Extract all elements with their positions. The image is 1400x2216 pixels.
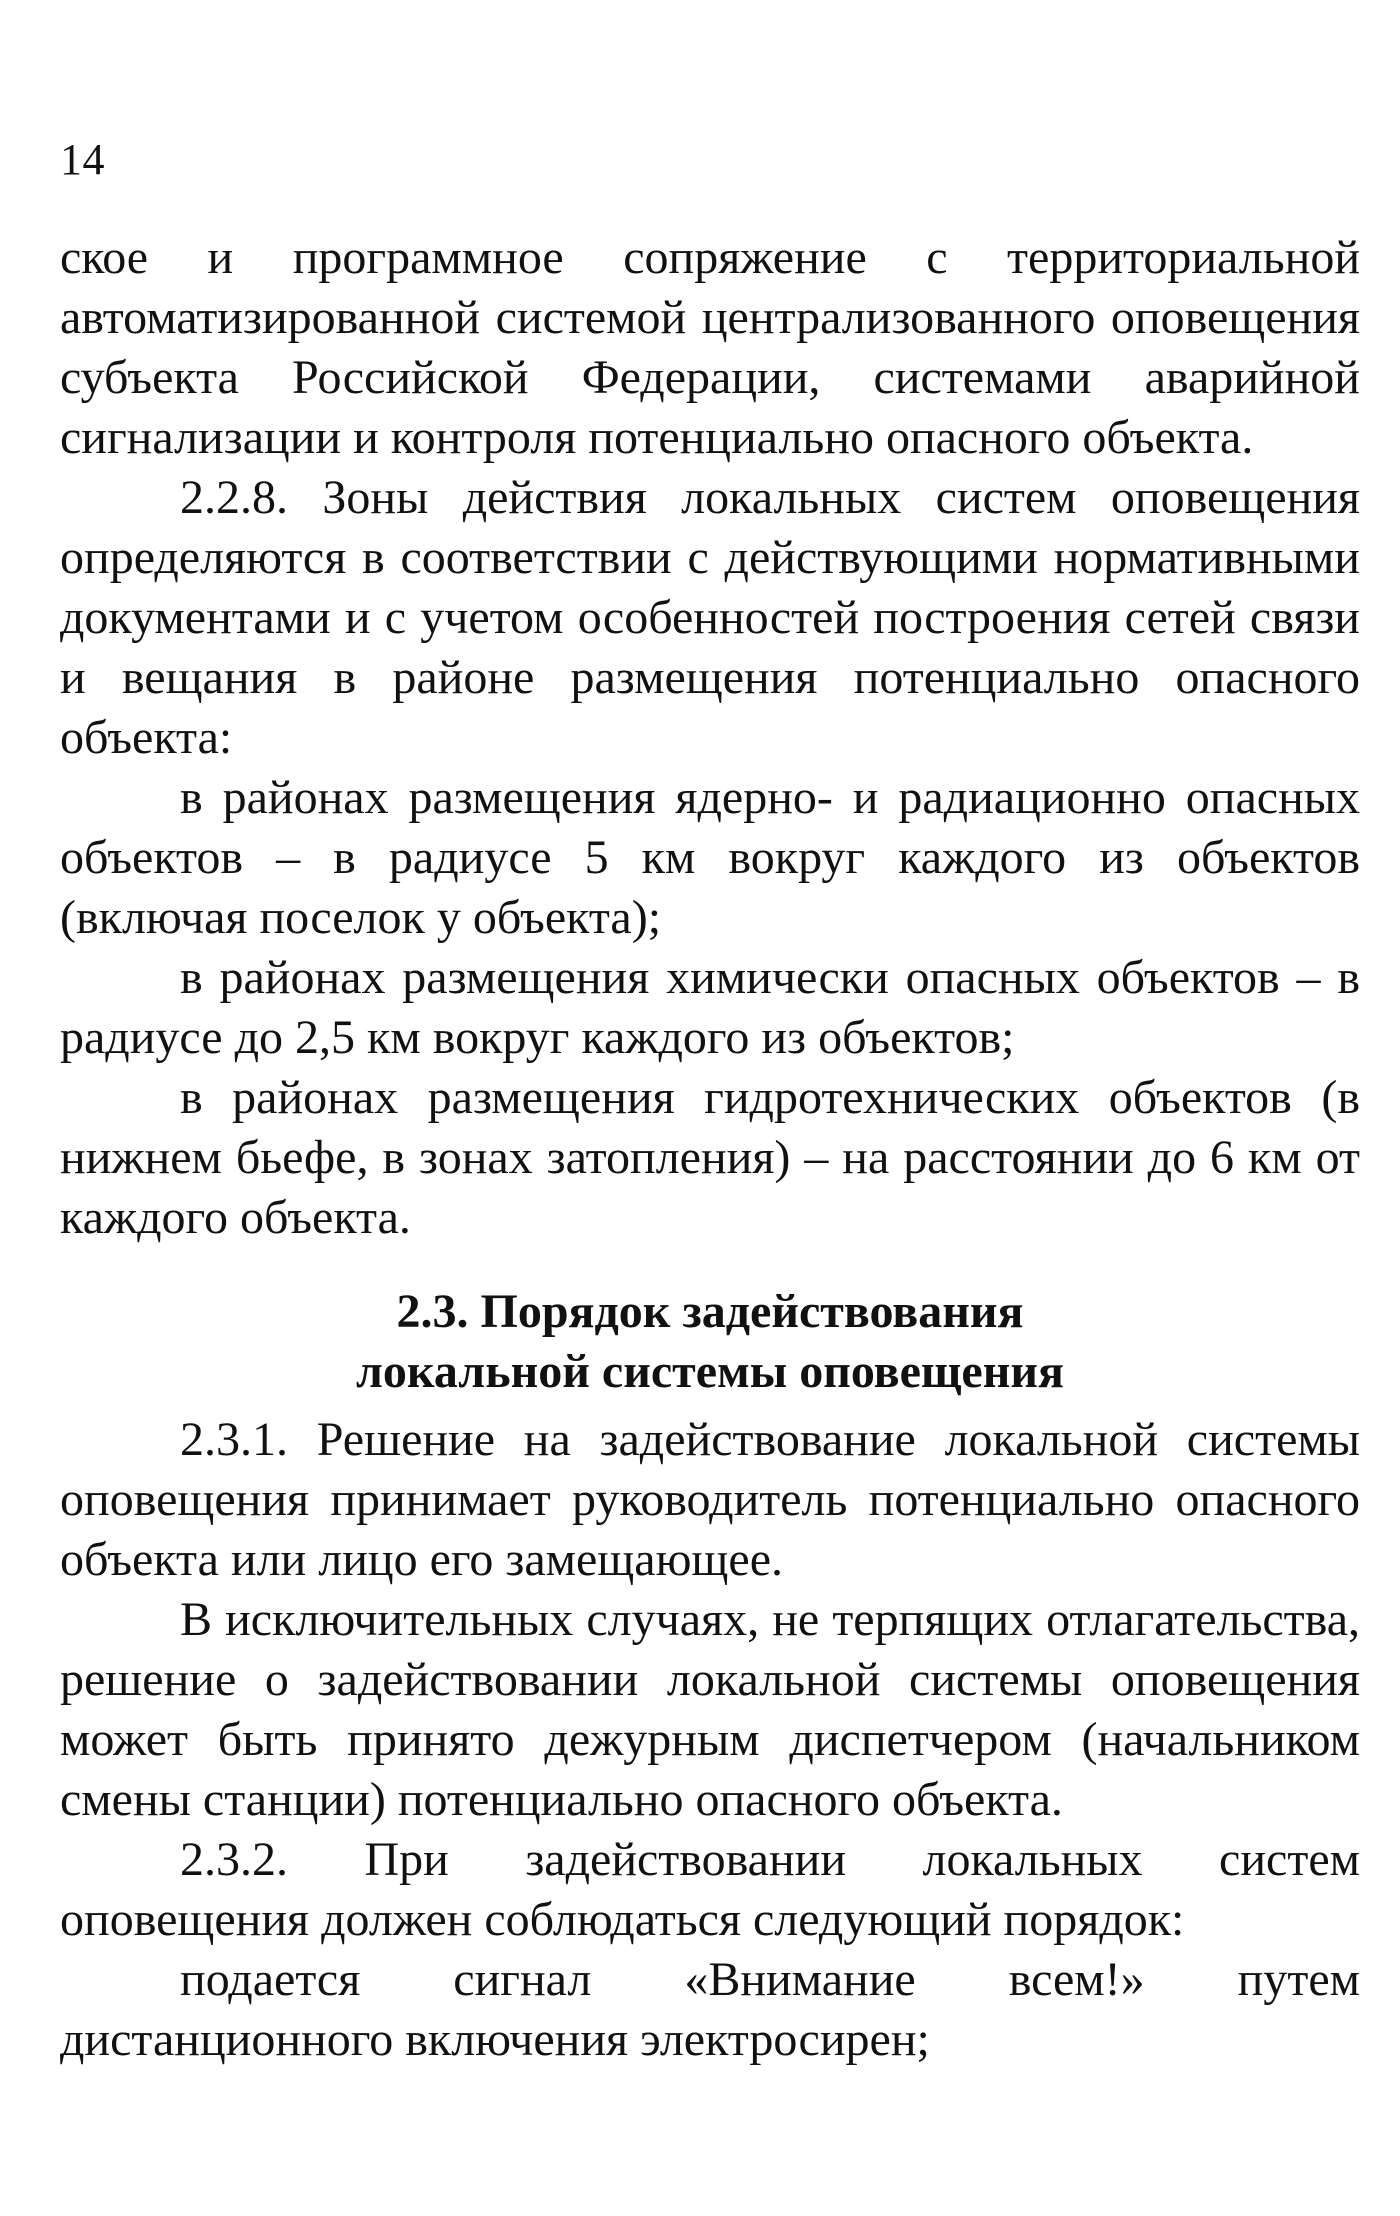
paragraph: ское и программное сопряжение с территориальной автоматизированной системой централизованного оповещения субъекта Российской Федерации, системами аварийной сигнализации и контроля потенциально опасного объекта.: [60, 231, 1360, 464]
paragraph: 2.2.8. Зоны действия локальных систем оповещения определяются в соответствии с действующими нормативными документами и с учетом особенностей построения сетей связи и вещания в районе размещения потенциально опасного объекта:: [60, 471, 1360, 764]
paragraph: в районах размещения ядерно- и радиационно опасных объектов – в радиусе 5 км вокруг каждого из объектов (включая поселок у объекта);: [60, 771, 1360, 944]
section-heading: [60, 1282, 1360, 1402]
paragraph: В исключительных случаях, не терпящих отлагательства, решение о задействовании локальной системы оповещения может быть принято дежурным диспетчером (начальником смены станции) потенциально опасного объекта.: [60, 1593, 1360, 1826]
paragraph: 2.3.1. Решение на задействование локальной системы оповещения принимает руководитель потенциально опасного объекта или лицо его замещающее.: [60, 1413, 1360, 1586]
section-heading-line: локальной системы оповещения: [355, 1345, 1065, 1398]
page-number: 14: [60, 135, 105, 184]
paragraph: в районах размещения химически опасных объектов – в радиусе до 2,5 км вокруг каждого из объектов;: [60, 951, 1360, 1064]
section-heading-line: 2.3. Порядок задействования: [396, 1285, 1024, 1338]
paragraph: в районах размещения гидротехнических объектов (в нижнем бьефе, в зонах затопления) – на расстоянии до 6 км от каждого объекта.: [60, 1071, 1360, 1244]
body-text: [60, 228, 1360, 2070]
paragraph: подается сигнал «Внимание всем!» путем дистанционного включения электросирен;: [60, 1953, 1360, 2066]
paragraph: 2.3.2. При задействовании локальных систем оповещения должен соблюдаться следующий порядок:: [60, 1833, 1360, 1946]
